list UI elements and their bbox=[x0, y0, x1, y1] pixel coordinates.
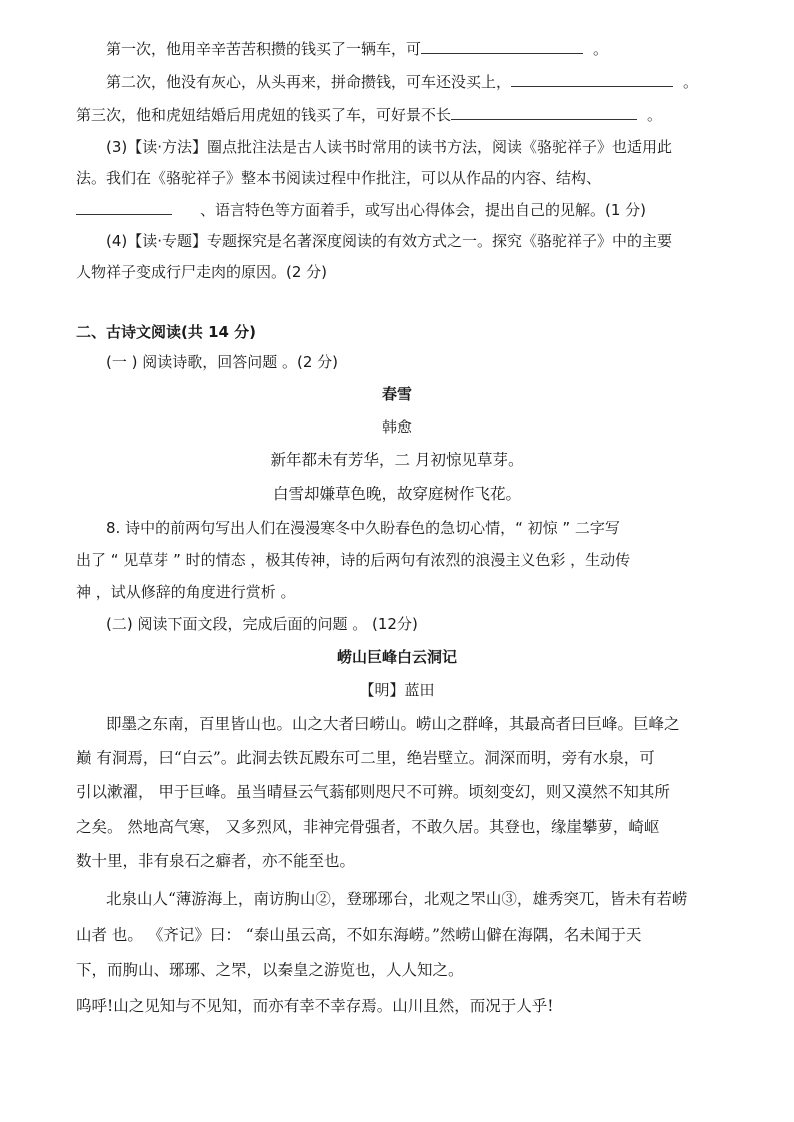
essay-line: 呜呼!山之见知与不见知，而亦有幸不幸存焉。山川且然，而况于人乎! bbox=[76, 997, 554, 1015]
poem-line: 新年都未有芳华，二 月初惊见草芽。 bbox=[270, 451, 524, 469]
text-line bbox=[76, 104, 734, 125]
essay-line: 下，而朐山、琊琊、之罘，以秦皇之游览也，人人知之。 bbox=[76, 961, 464, 979]
text-line bbox=[106, 71, 734, 92]
essay-line: 山者 也。 《齐记》曰： “泰山虽云高，不如东海崂。”然崂山僻在海隅，名未闻于天 bbox=[76, 926, 642, 944]
text-segment: 。 bbox=[647, 106, 663, 124]
poem-line: 白雪却嫌草色晚，故穿庭树作飞花。 bbox=[272, 485, 521, 503]
question-3-line: 法。我们在《骆驼祥子》整本书阅读过程中作批注，可以从作品的内容、结构、 bbox=[76, 169, 602, 187]
text-segment: 第一次，他用辛辛苦苦积攒的钱买了一辆车，可 bbox=[106, 40, 422, 58]
part-1-instruction: (一 ) 阅读诗歌，回答问题 。(2 分) bbox=[106, 353, 339, 371]
essay-line: 巅 有洞焉，曰“白云”。此洞去铁瓦殿东可二里，绝岩壁立。洞深而明，旁有水泉，可 bbox=[76, 749, 655, 767]
essay-title: 崂山巨峰白云洞记 bbox=[336, 648, 457, 666]
text-segment: 。 bbox=[683, 73, 699, 91]
question-8-line: 8. 诗中的前两句写出人们在漫漫寒冬中久盼春色的急切心情，“ 初惊 ” 二字写 bbox=[106, 519, 620, 537]
question-3-line bbox=[76, 199, 734, 220]
question-4-line: 人物祥子变成行尸走肉的原因。(2 分) bbox=[76, 263, 328, 281]
poem-title: 春雪 bbox=[381, 385, 412, 403]
text-segment: 、语言特色等方面着手，或写出心得体会，提出自己的见解。(1 分) bbox=[200, 201, 647, 219]
text-line bbox=[106, 38, 734, 59]
question-8-line: 出了 “ 见草芽 ” 时的情态 ，极其传神，诗的后两句有浓烈的浪漫主义色彩 ，生动传 bbox=[76, 551, 631, 569]
essay-line: 之矣。 然地高气寒， 又多烈风，非神完骨强者，不敢久居。其登也，缘崖攀萝，崎岖 bbox=[76, 818, 660, 836]
essay-line: 北泉山人“薄游海上，南访朐山②，登琊琊台，北观之罘山③，雄秀突兀，皆未有若崂 bbox=[106, 890, 688, 908]
question-8-line: 神 ，试从修辞的角度进行赏析 。 bbox=[76, 583, 296, 601]
essay-line: 即墨之东南，百里皆山也。山之大者曰崂山。崂山之群峰，其最高者曰巨峰。巨峰之 bbox=[106, 715, 680, 733]
answer-blank[interactable] bbox=[451, 104, 637, 120]
question-4-line: (4)【读·专题】专题探究是名著深度阅读的有效方式之一。探究《骆驼祥子》中的主要 bbox=[106, 232, 673, 250]
answer-blank[interactable] bbox=[511, 71, 673, 87]
section-title: 二、古诗文阅读(共 14 分) bbox=[76, 323, 257, 341]
question-3-line: (3)【读·方法】圈点批注法是古人读书时常用的读书方法，阅读《骆驼祥子》也适用此 bbox=[106, 138, 673, 156]
text-segment: 第二次，他没有灰心，从头再来，拼命攒钱，可车还没买上， bbox=[106, 73, 512, 91]
answer-blank[interactable] bbox=[421, 38, 583, 54]
essay-author: 【明】蓝田 bbox=[359, 681, 435, 699]
essay-line: 引以漱濯， 甲于巨峰。虽当晴昼云气蓊郁则咫尺不可辨。顷刻变幻，则又漠然不知其所 bbox=[76, 783, 670, 801]
answer-blank[interactable] bbox=[76, 199, 172, 215]
text-segment: 。 bbox=[593, 40, 609, 58]
text-segment: 第三次，他和虎妞结婚后用虎妞的钱买了车，可好景不长 bbox=[76, 106, 452, 124]
essay-line: 数十里，非有泉石之癖者，亦不能至也。 bbox=[76, 852, 356, 870]
part-2-instruction: (二) 阅读下面文段，完成后面的问题 。 (12分) bbox=[106, 615, 418, 633]
poem-author: 韩愈 bbox=[381, 418, 412, 436]
